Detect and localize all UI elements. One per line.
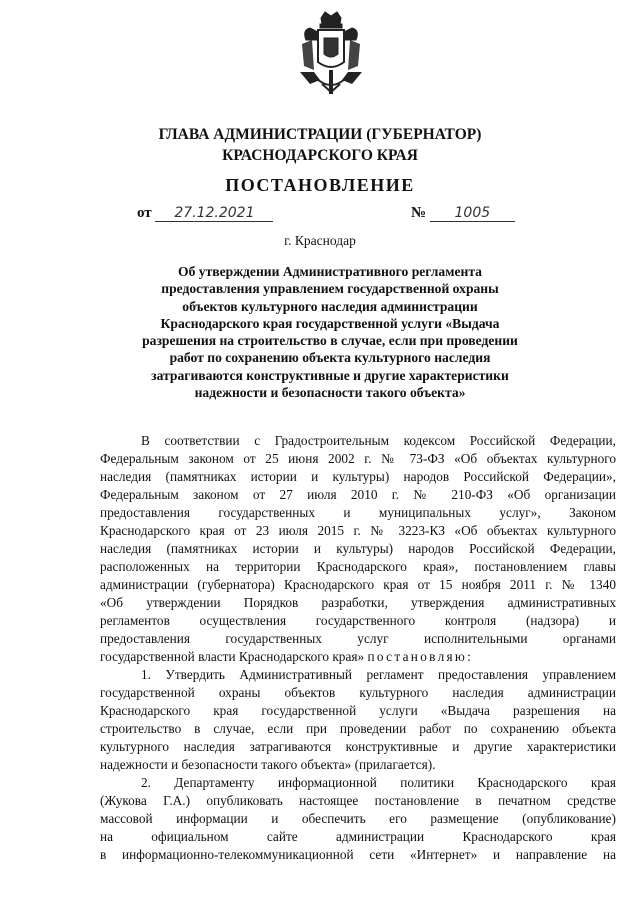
body-line: (Жукова Г.А.) опубликовать настоящее постановление в печатном средстве: [100, 793, 616, 808]
title-line: работ по сохранению объекта культурного наследия: [169, 350, 491, 366]
title-line: Об утверждении Административного регламента: [178, 264, 482, 279]
body-line: в информационно-телекоммуникационной сети «Интернет» и направление на: [100, 847, 616, 862]
body-line: массовой информации и обеспечить его размещение (опубликование): [100, 811, 616, 826]
body-line: на официальном сайте администрации Краснодарского края: [100, 829, 616, 844]
handwritten-number: 1005: [430, 205, 515, 222]
body-line: государственной охраны объектов культурного наследия администрации: [100, 685, 616, 700]
body-line: Федеральным законом от 25 июня 2002 г. № 73-ФЗ «Об объектах культурного: [100, 451, 616, 466]
body-line: наследия (памятниках истории и культуры) народов Российской Федерации,: [100, 541, 616, 556]
body-line: культурного наследия затрагиваются конструктивные и другие характеристики: [100, 739, 616, 754]
body-line: 2. Департаменту информационной политики Краснодарского края: [141, 775, 616, 790]
number-prefix: №: [411, 205, 427, 221]
body-line: Федеральным законом от 27 июля 2010 г. № 210-ФЗ «Об организации: [100, 487, 616, 502]
body-line: наследия (памятниках истории и культуры) народов Российской Федерации»,: [100, 469, 616, 484]
date-line: [137, 205, 273, 222]
handwritten-date: 27.12.2021: [155, 205, 273, 222]
body-line: регламентов осуществления государственного контроля (надзора) и: [100, 613, 616, 628]
body-line: надежности и безопасности такого объекта» (прилагается).: [100, 757, 436, 772]
title-line: затрагиваются конструктивные и другие характеристики: [151, 367, 509, 383]
title-line: надежности и безопасности такого объекта»: [194, 385, 466, 401]
title-line: Краснодарского края государственной услуги «Выдача: [160, 315, 500, 331]
issuer-title: ГЛАВА АДМИНИСТРАЦИИ (ГУБЕРНАТОР): [158, 126, 482, 143]
decree-word: постановляю:: [367, 649, 474, 664]
body-line: «Об утверждении Порядков разработки, утверждения административных: [100, 595, 616, 610]
body-line: администрации (губернатора) Краснодарского края от 15 ноября 2011 г. № 1340: [100, 577, 616, 592]
body-line: [100, 648, 616, 666]
date-prefix: от: [137, 205, 152, 221]
document-title: [120, 263, 540, 401]
body-line: 1. Утвердить Административный регламент предоставления управлением: [141, 667, 616, 682]
document-body: [100, 432, 616, 864]
body-line: В соответствии с Градостроительным кодексом Российской Федерации,: [141, 433, 616, 448]
title-line: предоставления управлением государственной охраны: [161, 281, 499, 297]
document-type: ПОСТАНОВЛЕНИЕ: [225, 175, 415, 195]
body-line: Краснодарского края государственной услуги «Выдача разрешения на: [100, 703, 616, 718]
title-line: разрешения на строительство в случае, если при проведении: [142, 333, 518, 349]
body-line: предоставления государственных услуг исполнительными органами: [100, 631, 616, 646]
body-line: строительство в случае, если при проведении работ по сохранению объекта: [100, 721, 616, 736]
coat-of-arms-icon: [296, 10, 366, 100]
body-line: предоставления государственных и муниципальных услуг», Законом: [100, 505, 616, 520]
city: г. Краснодар: [284, 233, 356, 248]
issuer-region: КРАСНОДАРСКОГО КРАЯ: [222, 147, 418, 164]
body-line: расположенных на территории Краснодарского края», постановлением главы: [100, 559, 616, 574]
number-line: [411, 205, 515, 222]
title-line: объектов культурного наследия администрации: [182, 298, 478, 314]
body-line-text: государственной власти Краснодарского края»: [100, 649, 365, 664]
body-line: Краснодарского края от 23 июля 2015 г. № 3223-КЗ «Об объектах культурного: [100, 523, 616, 538]
